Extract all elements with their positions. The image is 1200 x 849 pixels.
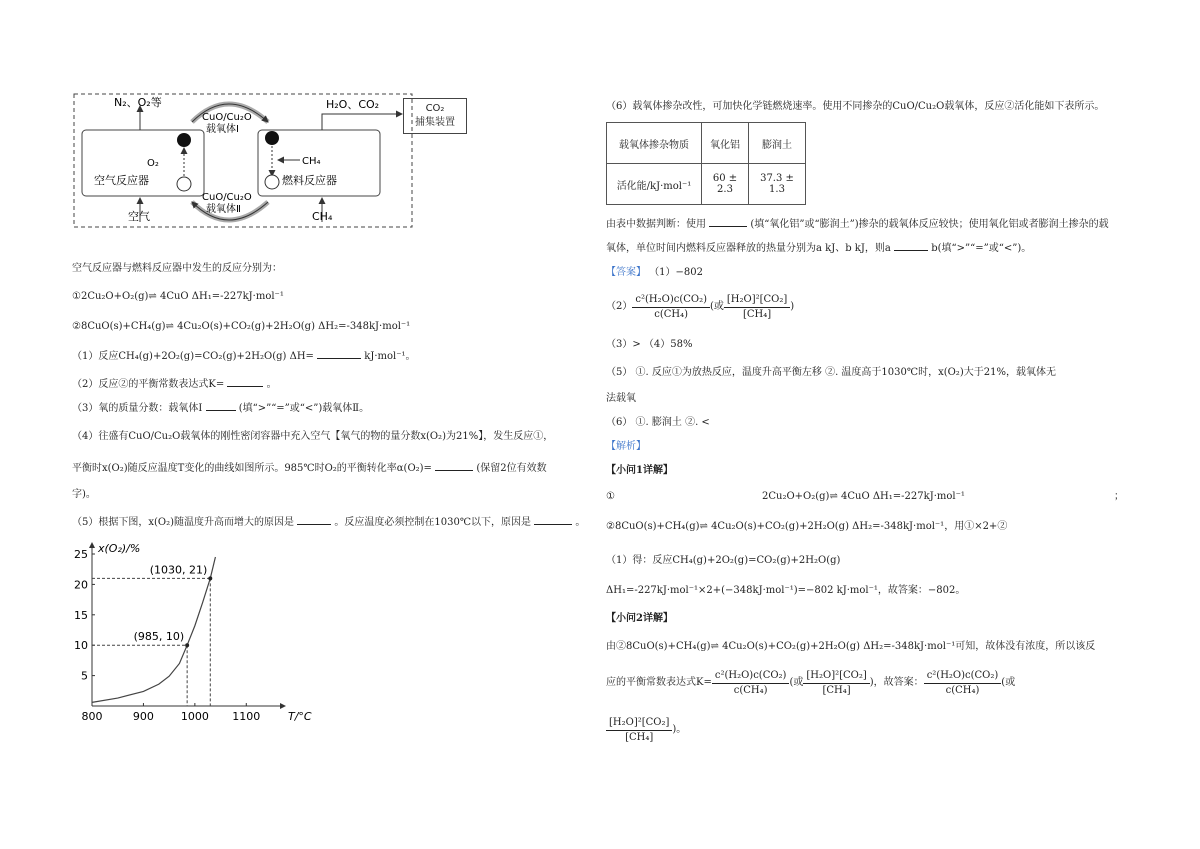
table-row (607, 123, 806, 164)
y-axis-arrow (89, 542, 95, 548)
sub1-line2: ②8CuO(s)+CH₄(g)⇌ 4Cu₂O(s)+CO₂(g)+2H₂O(g) ΔH₂=-348kJ·mol⁻¹，用①×2+② (606, 521, 1008, 532)
label-air-reactor: 空气反应器 (94, 174, 149, 187)
question-4-line2 (72, 462, 547, 476)
table-row (607, 164, 806, 205)
table-cell-bentonite-value: 37.3 ± 1.3 (749, 164, 806, 205)
question-6-text2: (填“氧化铝”或“膨润土”)掺杂的载氧体反应较快；使用氧化铝或者膨润土掺杂的载 (750, 219, 1109, 230)
answer-line-2 (606, 290, 794, 324)
label-carrier1-name: 载氧体Ⅰ (206, 124, 239, 135)
reaction-1: ①2Cu₂O+O₂(g)⇌ 4CuO ΔH₁=-227kJ·mol⁻¹ (72, 291, 284, 302)
carrier-oxidized-dot-right (265, 131, 279, 145)
question-5-end: 。 (575, 517, 586, 528)
sub1-line3: （1）得：反应CH₄(g)+2O₂(g)=CO₂(g)+2H₂O(g) (606, 555, 841, 566)
fraction-numerator: c²(H₂O)c(CO₂) (924, 669, 1002, 684)
question-2-text: （2）反应②的平衡常数表达式K= (72, 379, 225, 390)
point-label: (1030, 21) (149, 563, 208, 577)
question-6-line1: （6）载氧体掺杂改性，可加快化学链燃烧速率。使用不同掺杂的CuO/Cu₂O载氧体，反应②活化能如下表所示。 (606, 101, 1105, 112)
label-air: 空气 (128, 210, 150, 223)
question-6-text3: 氧体，单位时间内燃料反应器释放的热量分别为a kJ、b kJ，则a (606, 243, 891, 254)
question-4-line1: （4）往盛有CuO/Cu₂O载氧体的刚性密闭容器中充入空气【氧气的物的量分数x(O₂)为21%】，发生反应①， (72, 431, 554, 442)
y-tick-label: 15 (74, 608, 88, 622)
x-tick-label: 900 (132, 710, 154, 723)
sub2-mid: )，故答案： (869, 677, 924, 688)
x-axis-label: T/°C (288, 710, 312, 723)
point-label: (985, 10) (133, 630, 185, 644)
question-5-text2: 。反应温度必须控制在1030℃以下，原因是 (334, 517, 532, 528)
question-6-line2 (606, 218, 1109, 232)
sub2-or-2: (或 (1001, 677, 1016, 688)
question-4-text: 平衡时x(O₂)随反应温度T变化的曲线如图所示。985℃时O₂的平衡转化率α(O₂)= (72, 463, 432, 474)
answer-2-fraction-alt (724, 293, 790, 322)
label-ch4-in: CH₄ (302, 156, 321, 167)
sub2-line1: 由②8CuO(s)+CH₄(g)⇌ 4Cu₂O(s)+CO₂(g)+2H₂O(g) ΔH₂=-348kJ·mol⁻¹可知，故体没有浓度，所以该反 (606, 641, 1096, 652)
answer-line-3: （3）> （4）58% (606, 339, 693, 350)
question-2-end: 。 (266, 379, 277, 390)
carrier-reduced-dot-right (265, 175, 279, 189)
label-h2o-co2: H₂O、CO₂ (326, 98, 380, 111)
data-point (185, 643, 189, 647)
table-header-alumina: 氧化铝 (702, 123, 749, 164)
answer-2-label: （2） (606, 301, 633, 312)
y-tick-label: 20 (74, 578, 88, 592)
co2-capture-device (403, 98, 467, 134)
y-tick-label: 10 (74, 639, 88, 653)
sub1-title: 【小问1详解】 (606, 465, 673, 476)
x-axis-arrow (280, 703, 286, 709)
fraction-numerator: [H₂O]²[CO₂] (606, 716, 672, 731)
sub2-fraction-2 (803, 669, 869, 698)
answer-line-5a: （5） ①. 反应①为放热反应，温度升高平衡左移 ②. 温度高于1030℃时，x(O₂)大于21%，载氧体无 (606, 367, 1056, 378)
carrier-oxidized-dot-left (177, 133, 191, 147)
chemical-looping-diagram (72, 92, 422, 232)
table-header-dopant: 载氧体掺杂物质 (607, 123, 702, 164)
answer-line-5b: 法载氧 (606, 393, 636, 404)
reaction-2: ②8CuO(s)+CH₄(g)⇌ 4Cu₂O(s)+CO₂(g)+2H₂O(g) ΔH₂=-348kJ·mol⁻¹ (72, 321, 411, 332)
sub1-line4: ΔH₁=-227kJ·mol⁻¹×2+(−348kJ·mol⁻¹)=−802 kJ·mol⁻¹，故答案：−802。 (606, 585, 966, 596)
data-point (208, 576, 212, 580)
fraction-denominator: c(CH₄) (654, 308, 689, 320)
sub2-fraction-1 (712, 669, 790, 698)
answer-2-close: ) (790, 301, 795, 312)
activation-energy-table (606, 122, 806, 205)
question-4-note: (保留2位有效数 (476, 463, 547, 474)
x-tick-label: 800 (81, 710, 103, 723)
question-2 (72, 378, 277, 392)
analysis-tag: 【解析】 (606, 441, 646, 452)
xo2-temperature-chart (72, 540, 312, 725)
answer-tag: 【答案】 (606, 267, 646, 278)
sub1-line1 (606, 490, 1158, 504)
question-3-text: （3）氧的质量分数：载氧体Ⅰ (72, 403, 203, 414)
question-4-line3: 字)。 (72, 489, 96, 500)
answer-blank-1[interactable] (317, 358, 361, 359)
question-3 (72, 402, 369, 416)
label-ch4: CH₄ (312, 210, 333, 223)
sub1-reaction: 2Cu₂O+O₂(g)⇌ 4CuO ΔH₁=-227kJ·mol⁻¹ (762, 491, 965, 502)
co2-capture-line2: 捕集装置 (415, 117, 455, 128)
sub2-fraction-3 (924, 669, 1002, 698)
question-1-text: （1）反应CH₄(g)+2O₂(g)=CO₂(g)+2H₂O(g) ΔH= (72, 351, 314, 362)
question-3-end: (填“>”“=”或“<”)载氧体Ⅱ。 (238, 403, 370, 414)
answer-blank-6b[interactable] (894, 250, 928, 251)
fraction-numerator: c²(H₂O)c(CO₂) (712, 669, 790, 684)
answer-blank-6a[interactable] (709, 226, 747, 227)
answer-line-6: （6） ①. 膨润土 ②. < (606, 417, 710, 428)
sub1-marker: ① (606, 491, 615, 502)
answer-blank-3[interactable] (206, 410, 236, 411)
question-5-text: （5）根据下图，x(O₂)随温度升高而增大的原因是 (72, 517, 295, 528)
table-header-bentonite: 膨润土 (749, 123, 806, 164)
label-fuel-reactor: 燃料反应器 (282, 174, 337, 187)
label-o2: O₂ (147, 158, 159, 169)
fraction-numerator: [H₂O]²[CO₂] (724, 293, 790, 308)
sub2-end: )。 (672, 724, 687, 735)
fraction-denominator: c(CH₄) (945, 684, 980, 696)
label-n2-o2: N₂、O₂等 (114, 96, 162, 109)
table-cell-alumina-value: 60 ± 2.3 (702, 164, 749, 205)
fraction-numerator: c²(H₂O)c(CO₂) (632, 293, 710, 308)
fraction-denominator: [CH₄] (625, 731, 654, 743)
question-1 (72, 350, 416, 364)
question-6-end: b(填“>”“=”或“<”)。 (931, 243, 1032, 254)
fraction-numerator: [H₂O]²[CO₂] (803, 669, 869, 684)
intro-text: 空气反应器与燃料反应器中发生的反应分别为： (72, 263, 282, 274)
x-tick-label: 1100 (232, 710, 261, 723)
answer-blank-5b[interactable] (534, 524, 572, 525)
question-5 (72, 516, 585, 530)
carrier-reduced-dot-left (177, 177, 191, 191)
sub2-line2 (606, 664, 1015, 702)
fraction-denominator: [CH₄] (822, 684, 851, 696)
table-row-label-activation-energy: 活化能/kJ·mol⁻¹ (607, 164, 702, 205)
question-1-unit: kJ·mol⁻¹。 (364, 351, 416, 362)
fraction-denominator: c(CH₄) (733, 684, 768, 696)
sub2-line3 (606, 712, 686, 748)
answer-line-1 (606, 266, 703, 280)
answer-2-fraction (632, 293, 710, 322)
answer-blank-4[interactable] (435, 470, 473, 471)
sub2-or: (或 (789, 677, 804, 688)
label-carrier2-formula: CuO/Cu₂O (202, 192, 252, 203)
question-6-line3 (606, 242, 1031, 256)
answer-1: （1）−802 (649, 267, 704, 278)
x-tick-label: 1000 (180, 710, 209, 723)
sub2-k-label: 应的平衡常数表达式K= (606, 677, 712, 688)
sub2-fraction-4 (606, 716, 672, 745)
y-tick-label: 25 (74, 548, 88, 561)
answer-blank-5a[interactable] (297, 524, 331, 525)
y-axis-label: x(O₂)/% (98, 542, 141, 555)
question-6-text: 由表中数据判断：使用 (606, 219, 706, 230)
answer-2-or: (或 (709, 301, 724, 312)
fraction-denominator: [CH₄] (743, 308, 772, 320)
answer-blank-2[interactable] (227, 386, 263, 387)
label-carrier1-formula: CuO/Cu₂O (202, 112, 252, 123)
co2-capture-line1: CO₂ (425, 103, 445, 114)
y-tick-label: 5 (81, 669, 88, 683)
label-carrier2-name: 载氧体Ⅱ (206, 204, 241, 215)
sub2-title: 【小问2详解】 (606, 613, 673, 624)
sub1-semicolon: ； (1114, 491, 1124, 502)
